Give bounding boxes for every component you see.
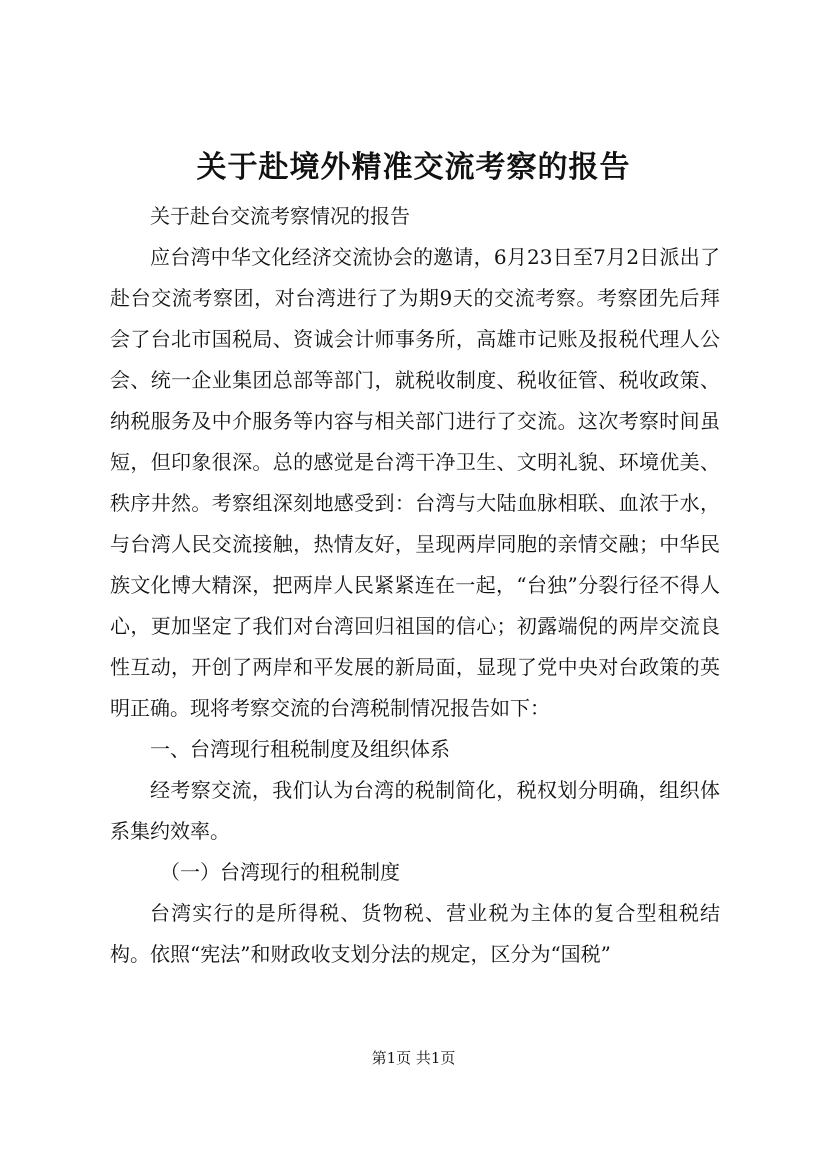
document-body: [110, 196, 720, 975]
subsection-heading-1: （一）台湾现行的租税制度: [160, 860, 400, 884]
paragraph-subtitle: 关于赴台交流考察情况的报告: [150, 204, 410, 228]
document-title: 关于赴境外精准交流考察的报告: [196, 150, 631, 185]
page-footer: 第1页 共1页: [371, 1049, 456, 1067]
paragraph-subsection-1: 台湾实行的是所得税、货物税、营业税为主体的复合型租税结构。依照“宪法”和财政收支划分法的规定，区分为“国税”: [110, 901, 720, 966]
section-heading-1: 一、台湾现行租税制度及组织体系: [150, 737, 450, 761]
paragraph-intro: 应台湾中华文化经济交流协会的邀请，6月23日至7月2日派出了赴台交流考察团，对台湾进行了为期9天的交流考察。考察团先后拜会了台北市国税局、资诚会计师事务所，高雄市记账及报税代理人公会、统一企业集团总部等部门，就税收制度、税收征管、税收政策、纳税服务及中介服务等内容与相关部门进行了交流。这次考察时间虽短，但印象很深。总的感觉是台湾干净卫生、文明礼貌、环境优美、秩序井然。考察组深刻地感受到：台湾与大陆血脉相联、血浓于水，与台湾人民交流接触，热情友好，呈现两岸同胞的亲情交融；中华民族文化博大精深，把两岸人民紧紧连在一起，“台独”分裂行径不得人心，更加坚定了我们对台湾回归祖国的信心；初露端倪的两岸交流良性互动，开创了两岸和平发展的新局面，显现了党中央对台政策的英明正确。现将考察交流的台湾税制情况报告如下：: [110, 245, 720, 720]
paragraph-section-1: 经考察交流，我们认为台湾的税制简化，税权划分明确，组织体系集约效率。: [110, 778, 720, 843]
